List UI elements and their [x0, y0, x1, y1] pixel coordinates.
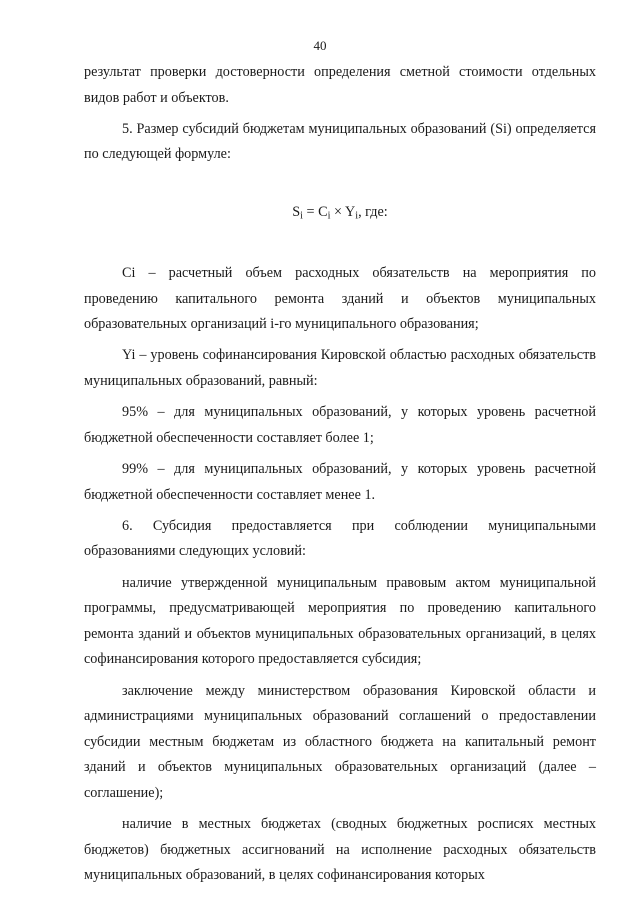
formula-times: × [330, 203, 345, 220]
paragraph-ci-definition: Ci – расчетный объем расходных обязательств на мероприятия по проведению капитального ремонта зданий и объектов муниципальных образовательных организаций i-го муниципального образования; [84, 265, 596, 333]
formula-y-subscript: i [355, 210, 359, 222]
paragraph-subsidy-size: 5. Размер субсидий бюджетам муниципальных образований (Si) определяется по следующей формуле: [84, 120, 596, 163]
paragraph-check-result: результат проверки достоверности определения сметной стоимости отдельных видов работ и объектов. [84, 64, 596, 106]
page-number: 40 [313, 38, 327, 53]
formula-c-subscript: i [327, 210, 331, 222]
paragraph-agreement-condition: заключение между министерством образования Кировской области и администрациями муниципальных образований соглашений о предоставлении субсидии местным бюджетам из областного бюджета на капитальный ремонт зданий и объектов муниципальных образовательных организаций (далее – соглашение); [84, 682, 596, 801]
paragraph-yi-definition: Yi – уровень софинансирования Кировской областью расходных обязательств муниципальных образований, равный: [84, 347, 596, 390]
formula-c: C [318, 203, 328, 220]
paragraph-subsidy-conditions: 6. Субсидия предоставляется при соблюдении муниципальными образованиями следующих условий: [84, 517, 596, 560]
formula-equals: = [302, 203, 319, 220]
paragraph-95-percent: 95% – для муниципальных образований, у которых уровень расчетной бюджетной обеспеченности составляет более 1; [84, 404, 596, 446]
paragraph-99-percent: 99% – для муниципальных образований, у которых уровень расчетной бюджетной обеспеченности составляет менее 1. [84, 461, 596, 503]
paragraph-program-condition: наличие утвержденной муниципальным правовым актом муниципальной программы, предусматривающей мероприятия по проведению капитального ремонта зданий и объектов муниципальных образовательных организаций, в целях софинансирования которого предоставляется субсидия; [84, 574, 596, 668]
paragraph-budget-condition: наличие в местных бюджетах (сводных бюджетных росписях местных бюджетов) бюджетных ассигнований на исполнение расходных обязательств муниципальных образований, в целях софинансирования которых [84, 816, 596, 884]
formula-s: S [292, 203, 301, 220]
formula-y: Y [344, 203, 356, 220]
subsidy-formula [84, 200, 596, 229]
formula-s-subscript: i [300, 210, 303, 222]
formula-tail: , где: [358, 203, 388, 220]
document-body [84, 60, 596, 895]
